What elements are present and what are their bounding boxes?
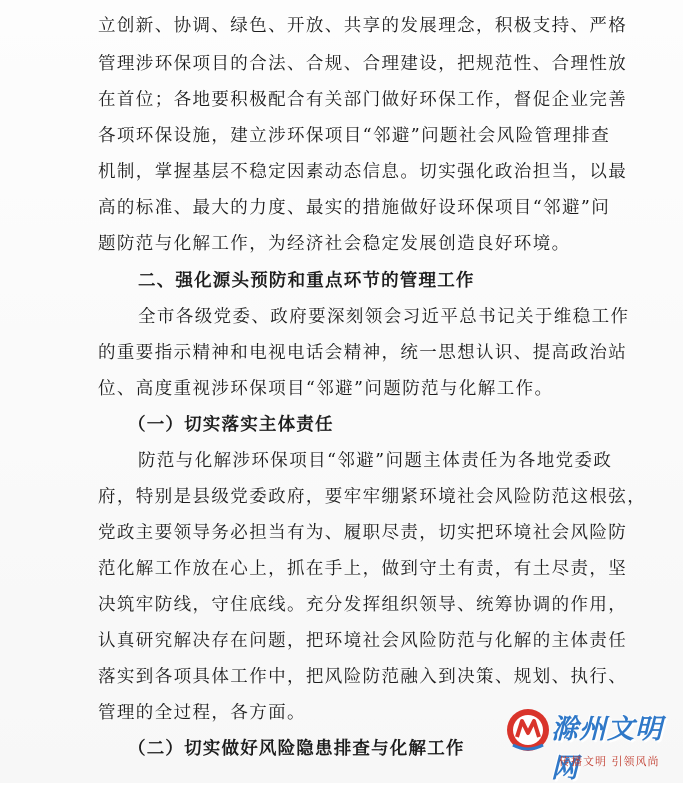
watermark-slogan: 传播文明 引领风尚 [559, 755, 660, 768]
paragraph1-line: 题防范与化解工作，为经济社会稳定发展创造良好环境。 [98, 234, 571, 254]
sub1-line: 落实到各项具体工作中，把风险防范融入到决策、规划、执行、 [98, 667, 628, 687]
sub1-line: 党政主要领导务必担当有为、履职尽责，切实把环境社会风险防 [98, 523, 628, 543]
paragraph1-line: 在首位；各地要积极配合有关部门做好环保工作，督促企业完善 [98, 90, 628, 110]
sub1-line: 防范与化解涉环保项目“邻避”问题主体责任为各地党委政 [138, 451, 613, 471]
sub1-line: 范化解工作放在心上，抓在手上，做到守土有责，有土尽责，坚 [98, 559, 628, 579]
paragraph1-line: 管理涉环保项目的合法、合规、合理建设，把规范性、合理性放 [98, 54, 628, 74]
section2-line: 的重要指示精神和电视电话会精神，统一思想认识、提高政治站 [98, 343, 628, 363]
watermark-title: 滁州文明网 [551, 714, 663, 784]
section-heading: 二、强化源头预防和重点环节的管理工作 [138, 271, 475, 291]
section2-line: 位、高度重视涉环保项目“邻避”问题防范与化解工作。 [98, 379, 554, 399]
paragraph1-line: 各项环保设施，建立涉环保项目“邻避”问题社会风险管理排查 [98, 126, 611, 146]
sub1-line: 认真研究解决存在问题，把环境社会风险防范与化解的主体责任 [98, 631, 628, 651]
sub1-line: 决筑牢防线，守住底线。充分发挥组织领导、统筹协调的作用， [98, 595, 628, 615]
subsection-heading: （一）切实落实主体责任 [128, 415, 334, 435]
watermark [501, 697, 679, 784]
sub1-line: 府，特别是县级党委政府，要牢牢绷紧环境社会风险防范这根弦， [98, 487, 647, 507]
subsection-heading: （二）切实做好风险隐患排查与化解工作 [128, 739, 465, 759]
sub1-line: 管理的全过程，各方面。 [98, 703, 306, 723]
paragraph1-line: 立创新、协调、绿色、开放、共享的发展理念，积极支持、严格 [98, 16, 628, 36]
section2-line: 全市各级党委、政府要深刻领会习近平总书记关于维稳工作 [138, 307, 630, 327]
paragraph1-line: 高的标准、最大的力度、最实的措施做好设环保项目“邻避”问 [98, 198, 611, 218]
watermark-logo-icon [505, 707, 551, 753]
paragraph1-line: 机制，掌握基层不稳定因素动态信息。切实强化政治担当，以最 [98, 162, 628, 182]
